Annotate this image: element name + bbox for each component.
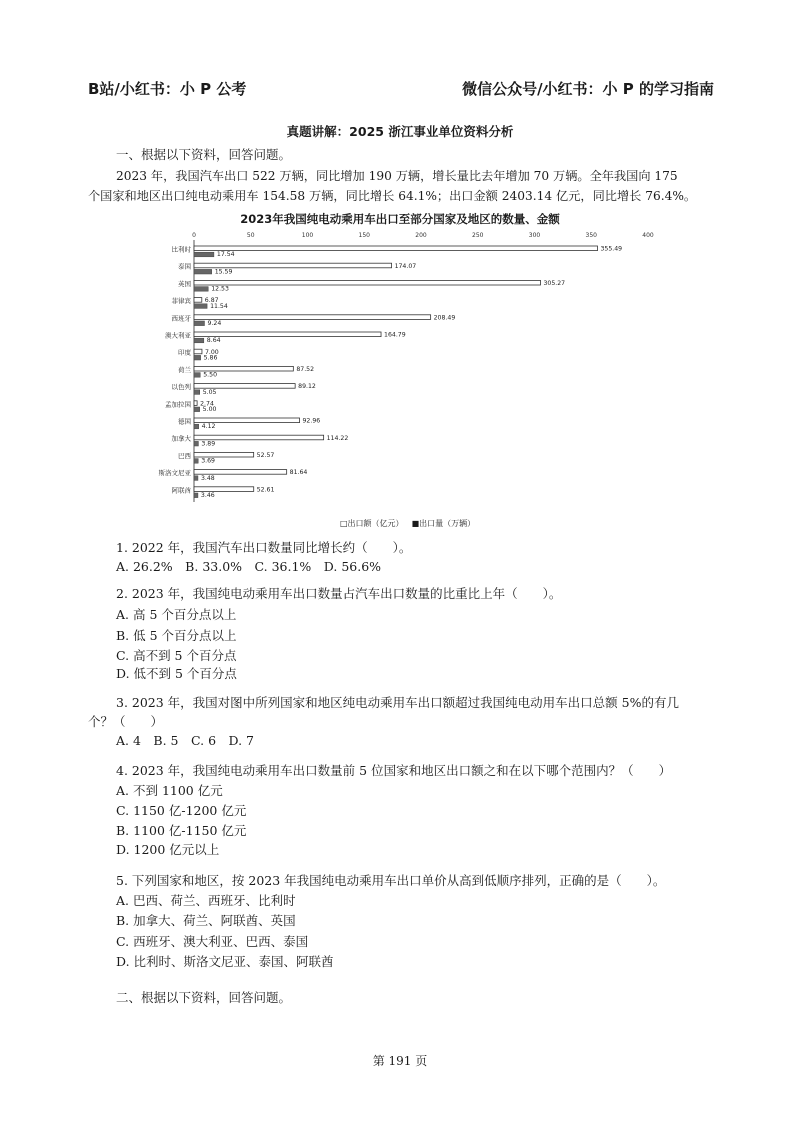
data-label-export-amount: 208.49 <box>433 314 456 322</box>
data-label-export-quantity: 11.54 <box>210 302 228 310</box>
question-4-option-b: B. 1100 亿-1150 亿元 <box>116 823 247 838</box>
question-5-option-b: B. 加拿大、荷兰、阿联酋、英国 <box>116 913 296 928</box>
question-1: 1. 2022 年，我国汽车出口数量同比增长约（ ）。 <box>116 540 412 555</box>
bar-export-quantity <box>194 493 198 498</box>
question-3-options: A. 4 B. 5 C. 6 D. 7 <box>116 733 255 748</box>
bar-export-quantity <box>194 424 199 429</box>
question-2-option-c: C. 高不到 5 个百分点 <box>116 648 237 663</box>
x-tick-label: 100 <box>301 232 314 239</box>
question-4: 4. 2023 年，我国纯电动乘用车出口数量前 5 位国家和地区出口额之和在以下哪个范围内？（ ） <box>116 763 672 778</box>
category-label: 比利时 <box>171 245 191 254</box>
header-right: 微信公众号/小红书：小 P 的学习指南 <box>462 80 714 98</box>
bar-export-amount <box>194 384 295 389</box>
legend-label-quantity: ■出口量（万辆） <box>411 519 476 528</box>
data-label-export-quantity: 3.69 <box>201 457 215 465</box>
bar-export-amount <box>194 298 202 303</box>
data-label-export-amount: 87.52 <box>296 366 315 373</box>
bar-chart <box>150 226 670 511</box>
data-label-export-amount: 6.87 <box>204 297 219 305</box>
bar-export-amount <box>194 263 392 268</box>
category-label: 斯洛文尼亚 <box>158 469 191 478</box>
bar-export-quantity <box>194 373 200 378</box>
data-label-export-amount: 114.22 <box>326 434 349 442</box>
page-number: 第 191 页 <box>372 1054 428 1068</box>
bar-export-amount <box>194 246 597 251</box>
category-label: 西班牙 <box>171 314 191 323</box>
question-4-option-a: A. 不到 1100 亿元 <box>116 783 223 798</box>
bar-export-amount <box>194 487 254 492</box>
data-label-export-quantity: 9.24 <box>207 320 222 327</box>
question-5-option-d: D. 比利时、斯洛文尼亚、泰国、阿联酋 <box>116 954 334 969</box>
data-label-export-quantity: 8.64 <box>206 337 221 345</box>
data-label-export-quantity: 12.53 <box>211 285 229 293</box>
data-label-export-quantity: 4.12 <box>201 423 216 431</box>
data-label-export-quantity: 17.54 <box>216 251 235 259</box>
data-label-export-amount: 52.57 <box>256 452 275 459</box>
question-5-option-c: C. 西班牙、澳大利亚、巴西、泰国 <box>116 934 309 949</box>
category-label: 孟加拉国 <box>165 400 191 409</box>
bar-export-amount <box>194 332 381 337</box>
data-label-export-quantity: 5.00 <box>202 406 217 413</box>
question-2-option-d: D. 低不到 5 个百分点 <box>116 666 237 681</box>
bar-export-quantity <box>194 441 198 446</box>
question-3-line2: 个？（ ） <box>88 714 164 729</box>
category-label: 巴西 <box>178 451 191 460</box>
bar-export-quantity <box>194 252 214 257</box>
bar-export-amount <box>194 349 202 354</box>
data-label-export-amount: 52.61 <box>256 486 275 494</box>
data-label-export-quantity: 5.86 <box>203 354 218 362</box>
section1-paragraph-line1: 2023 年，我国汽车出口 522 万辆，同比增加 190 万辆，增长量比去年增加 70 万辆。全年我国向 175 <box>116 169 678 183</box>
bar-export-quantity <box>194 269 212 274</box>
x-tick-label: 350 <box>585 232 597 239</box>
data-label-export-amount: 89.12 <box>298 383 316 391</box>
section1-heading: 一、根据以下资料，回答问题。 <box>116 147 292 162</box>
bar-export-quantity <box>194 459 198 464</box>
data-label-export-quantity: 5.50 <box>203 371 218 379</box>
legend-item-amount <box>340 518 404 529</box>
x-axis-ticks <box>192 232 654 239</box>
bar-export-amount <box>194 452 254 457</box>
category-label: 荷兰 <box>178 365 191 374</box>
question-5: 5. 下列国家和地区，按 2023 年我国纯电动乘用车出口单价从高到低顺序排列，正确的是（ ）。 <box>116 873 666 888</box>
category-label: 以色列 <box>171 383 191 392</box>
question-4-option-c: C. 1150 亿-1200 亿元 <box>116 803 247 818</box>
data-label-export-quantity: 15.59 <box>214 268 233 276</box>
bar-export-quantity <box>194 321 204 326</box>
bar-export-quantity <box>194 355 201 360</box>
bar-export-quantity <box>194 407 200 412</box>
chart-title: 2023年我国纯电动乘用车出口至部分国家及地区的数量、金额 <box>240 212 560 226</box>
bar-export-quantity <box>194 338 204 343</box>
legend-item-quantity <box>412 518 476 529</box>
data-label-export-amount: 81.64 <box>289 469 308 477</box>
data-label-export-amount: 92.96 <box>302 417 321 425</box>
data-label-export-amount: 305.27 <box>543 280 566 287</box>
section2-heading: 二、根据以下资料，回答问题。 <box>116 990 292 1005</box>
bar-export-quantity <box>194 390 200 395</box>
category-label: 德国 <box>178 417 191 426</box>
category-label: 英国 <box>178 279 191 288</box>
data-label-export-quantity: 3.48 <box>200 474 215 482</box>
bar-export-quantity <box>194 304 207 309</box>
data-label-export-amount: 2.74 <box>200 400 214 408</box>
bar-export-amount <box>194 315 431 320</box>
bar-export-amount <box>194 366 293 371</box>
bar-export-amount <box>194 470 287 475</box>
data-label-export-amount: 164.79 <box>384 331 406 339</box>
x-tick-label: 50 <box>246 232 255 239</box>
category-label: 泰国 <box>178 262 191 271</box>
data-label-export-quantity: 5.05 <box>202 388 217 396</box>
question-2: 2. 2023 年，我国纯电动乘用车出口数量占汽车出口数量的比重比上年（ ）。 <box>116 586 562 601</box>
category-labels <box>159 245 192 495</box>
chart-legend <box>340 518 475 529</box>
question-5-option-a: A. 巴西、荷兰、西班牙、比利时 <box>116 893 296 908</box>
data-label-export-amount: 7.00 <box>204 348 219 356</box>
bar-export-amount <box>194 435 324 440</box>
category-label: 阿联酋 <box>171 486 191 495</box>
x-tick-label: 150 <box>358 232 370 239</box>
bar-export-amount <box>194 280 540 285</box>
question-2-option-b: B. 低 5 个百分点以上 <box>116 628 237 643</box>
section1-paragraph-line2: 个国家和地区出口纯电动乘用车 154.58 万辆，同比增长 64.1%；出口金额 2403.14 亿元，同比增长 76.4%。 <box>88 189 697 203</box>
header-left: B站/小红书：小 P 公考 <box>88 80 247 98</box>
data-label-export-quantity: 3.46 <box>200 492 215 499</box>
legend-label-amount: □出口额（亿元） <box>340 519 404 528</box>
category-label: 印度 <box>178 348 191 357</box>
bar-export-quantity <box>194 476 198 481</box>
bar-export-amount <box>194 401 197 406</box>
x-tick-label: 200 <box>415 232 427 239</box>
x-tick-label: 250 <box>472 232 484 239</box>
question-3: 3. 2023 年，我国对图中所列国家和地区纯电动乘用车出口额超过我国纯电动用车出口总额 5%的有几 <box>116 695 679 710</box>
bar-export-quantity <box>194 287 208 292</box>
question-4-option-d: D. 1200 亿元以上 <box>116 842 220 857</box>
document-title: 真题讲解：2025 浙江事业单位资料分析 <box>286 124 514 139</box>
data-label-export-quantity: 3.89 <box>201 440 216 448</box>
category-label: 菲律宾 <box>171 297 191 306</box>
data-label-export-amount: 355.49 <box>600 245 623 253</box>
bar-series <box>194 246 622 499</box>
x-tick-label: 300 <box>528 232 541 239</box>
data-label-export-amount: 174.07 <box>394 262 417 270</box>
question-2-option-a: A. 高 5 个百分点以上 <box>116 607 237 622</box>
bar-export-amount <box>194 418 300 423</box>
category-label: 加拿大 <box>171 434 191 443</box>
category-label: 澳大利亚 <box>165 331 191 340</box>
x-tick-label: 0 <box>192 232 196 239</box>
x-tick-label: 400 <box>642 232 654 239</box>
question-1-options: A. 26.2% B. 33.0% C. 36.1% D. 56.6% <box>116 559 382 574</box>
